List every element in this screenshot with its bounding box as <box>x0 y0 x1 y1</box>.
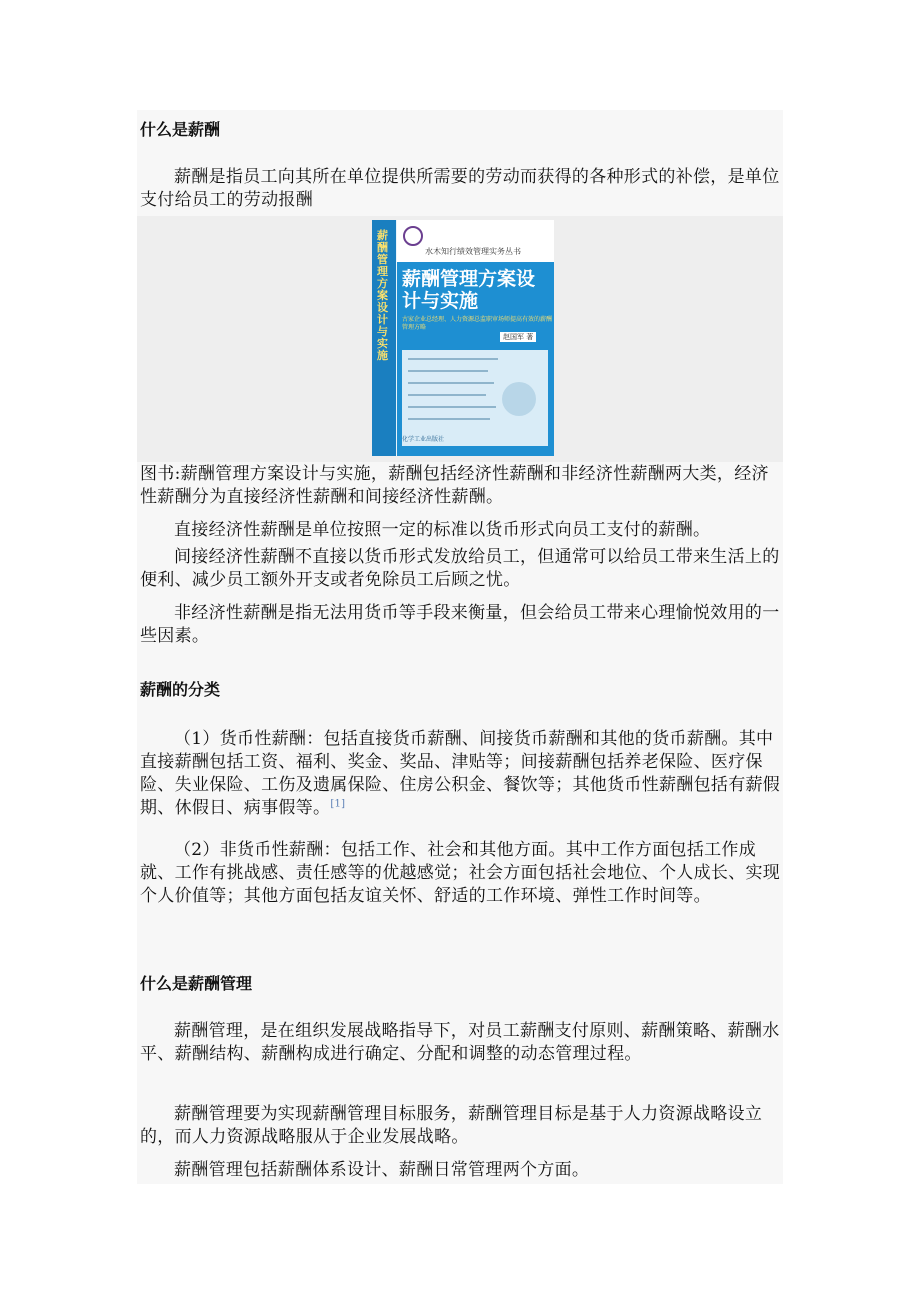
book-figure <box>137 216 783 462</box>
paragraph-management-goal: 薪酬管理要为实现薪酬管理目标服务，薪酬管理目标是基于人力资源战略设立的，而人力资源战略服从于企业发展战略。 <box>140 1104 763 1147</box>
cover-arrow-graphic <box>502 382 536 416</box>
publisher-logo-icon <box>403 226 423 246</box>
book-cover-image <box>372 220 554 456</box>
cover-publisher: 化学工业出版社 <box>402 436 445 443</box>
paragraph-indirect-economic: 间接经济性薪酬不直接以货币形式发放给员工，但通常可以给员工带来生活上的便利、减少员工额外开支或者免除员工后顾之忧。 <box>140 547 780 590</box>
spine-title: 薪酬管理方案设计与实施 <box>377 229 388 362</box>
paragraph-non-monetary-salary: （2）非货币性薪酬：包括工作、社会和其他方面。其中工作方面包括工作成就、工作有挑战感、责任感等的优越感觉；社会方面包括社会地位、个人成长、实现个人价值等；其他方面包括友谊关怀、舒适的工作环境、弹性工作时间等。 <box>140 840 781 906</box>
section-heading-classification: 薪酬的分类 <box>140 680 221 699</box>
monetary-salary-text: （1）货币性薪酬：包括直接货币薪酬、间接货币薪酬和其他的货币薪酬。其中直接薪酬包括工资、福利、奖金、奖品、津贴等；间接薪酬包括养老保险、医疗保险、失业保险、工伤及遗属保险、住房公积金、餐饮等；其他货币性薪酬包括有薪假期、休假日、病事假等。 <box>140 729 781 818</box>
cover-subtitle: 古家企业总经理、人力资源总监职审场师提高有效的薪酬管理方略 <box>402 316 553 331</box>
paragraph-management-scope: 薪酬管理包括薪酬体系设计、薪酬日常管理两个方面。 <box>174 1160 590 1180</box>
cover-text-panel <box>402 350 548 446</box>
document-page <box>137 110 783 1184</box>
book-spine <box>372 220 397 456</box>
series-name: 水木知行绩效管理实务丛书 <box>425 247 521 256</box>
paragraph-management-definition: 薪酬管理，是在组织发展战略指导下，对员工薪酬支付原则、薪酬策略、薪酬水平、薪酬结构、薪酬构成进行确定、分配和调整的动态管理过程。 <box>140 1021 780 1064</box>
section-heading-salary-management: 什么是薪酬管理 <box>140 974 253 993</box>
section-heading-what-is-salary: 什么是薪酬 <box>140 120 221 139</box>
reference-link[interactable]: [1] <box>330 798 346 810</box>
figure-caption-paragraph: 图书:薪酬管理方案设计与实施，薪酬包括经济性薪酬和非经济性薪酬两大类，经济性薪酬分为直接经济性薪酬和间接经济性薪酬。 <box>140 464 769 507</box>
cover-header <box>397 220 554 262</box>
cover-title: 薪酬管理方案设计与实施 <box>402 268 536 312</box>
paragraph-salary-definition: 薪酬是指员工向其所在单位提供所需要的劳动而获得的各种形式的补偿，是单位支付给员工的劳动报酬 <box>140 167 780 210</box>
paragraph-non-economic: 非经济性薪酬是指无法用货币等手段来衡量，但会给员工带来心理愉悦效用的一些因素。 <box>140 603 780 646</box>
paragraph-monetary-salary <box>140 728 783 820</box>
cover-author: 赵国军 著 <box>500 332 536 342</box>
paragraph-direct-economic: 直接经济性薪酬是单位按照一定的标准以货币形式向员工支付的薪酬。 <box>174 520 711 540</box>
